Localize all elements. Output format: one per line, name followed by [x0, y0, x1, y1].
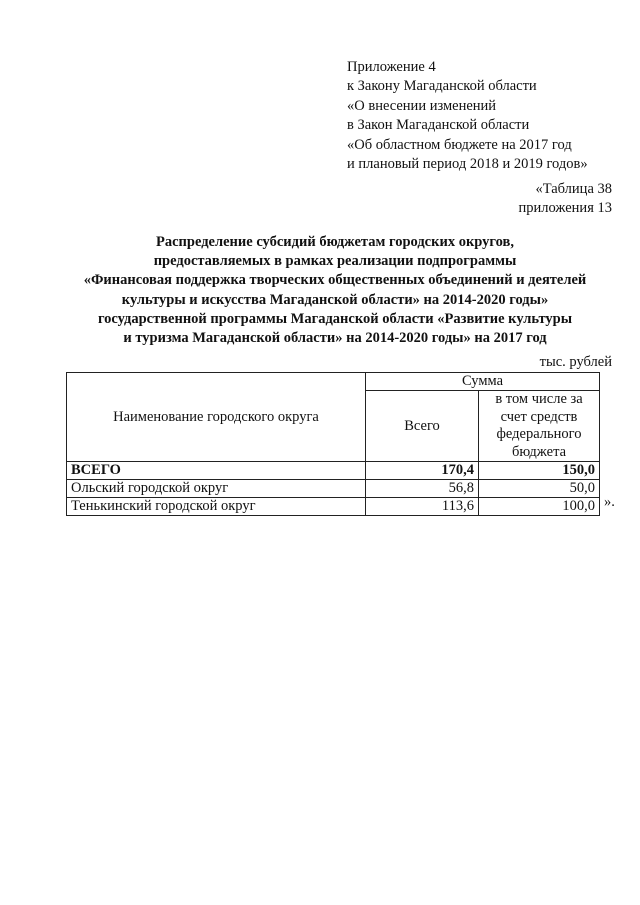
row-federal-value: 50,0 — [479, 480, 600, 498]
appendix-line: Приложение 4 — [347, 59, 436, 75]
appendix-line: в Закон Магаданской области — [347, 117, 530, 134]
column-header-federal: в том числе за счет средств федерального бюджета — [479, 391, 600, 462]
row-total-value: 113,6 — [366, 498, 479, 516]
appendix-line: к Закону Магаданской области — [347, 78, 537, 95]
row-name: Ольский городской округ — [67, 480, 366, 498]
appendix-line: «Об областном бюджете на 2017 год — [347, 136, 572, 153]
appendix-line: «О внесении изменений — [347, 97, 497, 114]
table-row — [67, 498, 600, 516]
row-federal-value: 100,0 — [479, 498, 600, 516]
table-ref-line: «Таблица 38 — [535, 181, 612, 197]
appendix-header — [347, 58, 588, 174]
column-header-name: Наименование городского округа — [67, 373, 366, 462]
appendix-line: и плановый период 2018 и 2019 годов» — [347, 156, 588, 173]
table-row — [67, 480, 600, 498]
title-line: государственной программы Магаданской области «Развитие культуры — [97, 310, 573, 327]
row-name: ВСЕГО — [67, 462, 366, 480]
title-line: и туризма Магаданской области» на 2014-2020 годы» на 2017 год — [123, 330, 547, 347]
row-total-value: 56,8 — [366, 480, 479, 498]
table-row-total — [67, 462, 600, 480]
row-name: Тенькинский городской округ — [67, 498, 366, 516]
title-line: культуры и искусства Магаданской области» на 2014-2020 годы» — [121, 291, 549, 308]
units-label: тыс. рублей — [539, 354, 612, 370]
table-ref-line: приложения 13 — [518, 200, 612, 216]
column-header-sum: Сумма — [366, 373, 600, 391]
title-line: предоставляемых в рамках реализации подпрограммы — [153, 253, 517, 270]
column-header-total: Всего — [366, 391, 479, 462]
row-federal-value: 150,0 — [479, 462, 600, 480]
row-total-value: 170,4 — [366, 462, 479, 480]
subsidy-table — [66, 372, 600, 516]
document-title — [40, 233, 630, 348]
title-line: «Финансовая поддержка творческих общественных объединений и деятелей — [83, 272, 587, 289]
title-line: Распределение субсидий бюджетам городских округов, — [156, 234, 514, 250]
table-header-row — [67, 373, 600, 391]
closing-quote-mark: ». — [604, 494, 615, 510]
table-reference — [519, 180, 612, 218]
